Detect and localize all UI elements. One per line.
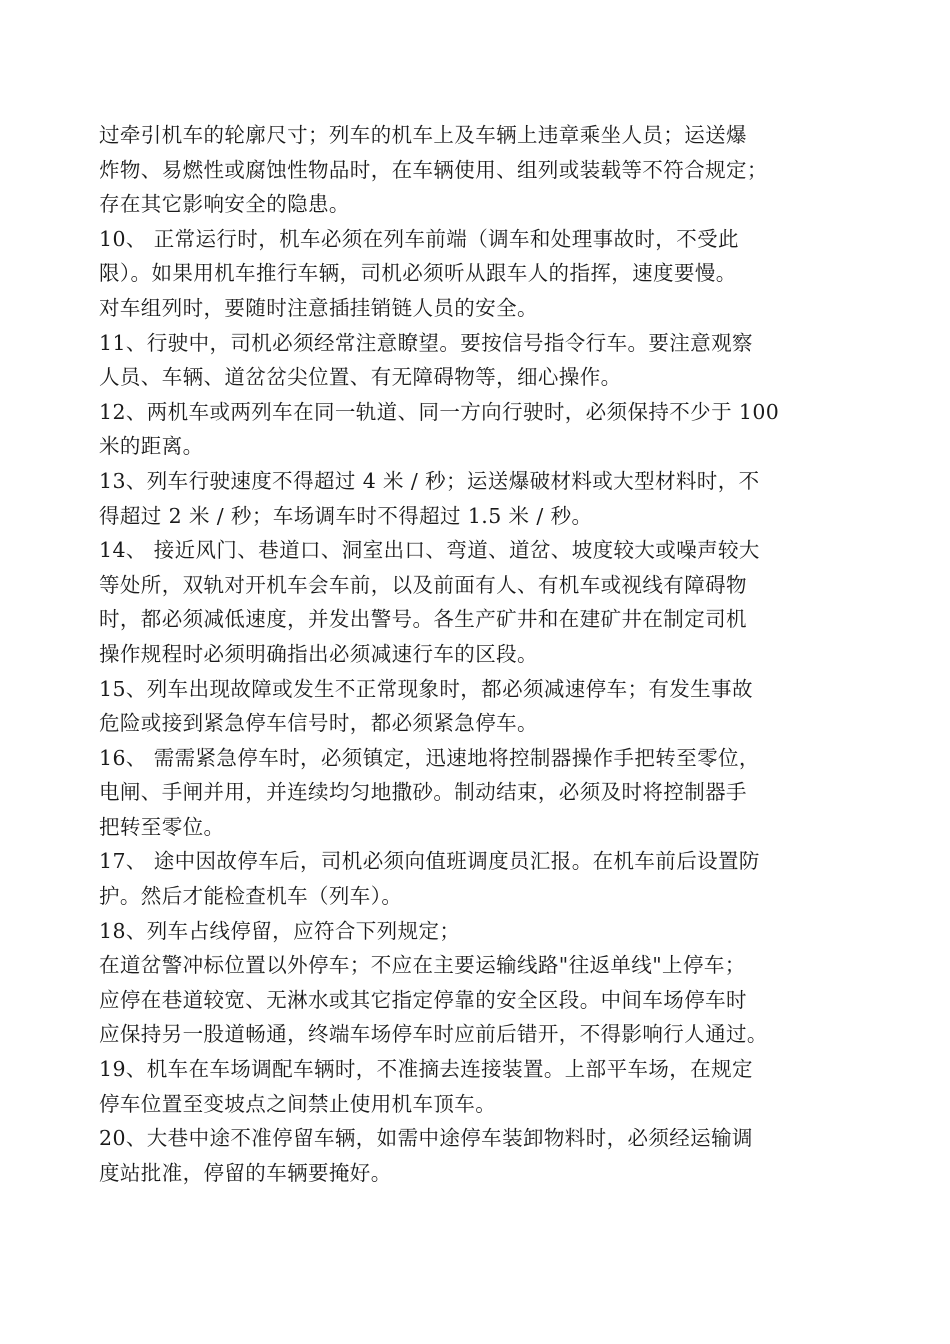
- text-line: 过牵引机车的轮廓尺寸；列车的机车上及车辆上违章乘坐人员；运送爆: [99, 123, 747, 147]
- text-line: 存在其它影响安全的隐患。: [99, 192, 350, 217]
- text-line: 20、大巷中途不准停留车辆，如需中途停车装卸物料时，必须经运输调: [99, 1126, 753, 1151]
- text-line: 电闸、手闸并用，并连续均匀地撒砂。制动结束，必须及时将控制器手: [99, 780, 747, 805]
- text-line: 限）。如果用机车推行车辆，司机必须听从跟车人的指挥，速度要慢。: [99, 261, 737, 286]
- paragraph: [99, 914, 867, 949]
- text-line: 操作规程时必须明确指出必须减速行车的区段。: [99, 641, 538, 666]
- text-line: 18、列车占线停留，应符合下列规定；: [99, 918, 461, 943]
- text-line: 米的距离。: [99, 434, 204, 459]
- paragraph: [99, 533, 867, 671]
- text-line: 时，都必须减低速度，并发出警号。各生产矿井和在建矿井在制定司机: [99, 607, 747, 632]
- text-line: 14、 接近风门、巷道口、洞室出口、弯道、道岔、坡度较大或噪声较大: [99, 538, 760, 563]
- paragraph: [99, 948, 867, 1052]
- text-line: 炸物、易燃性或腐蚀性物品时，在车辆使用、组列或装载等不符合规定；: [99, 157, 768, 182]
- text-line: 把转至零位。: [99, 814, 225, 839]
- paragraph: [99, 222, 867, 326]
- text-line: 19、机车在车场调配车辆时，不准摘去连接装置。上部平车场，在规定: [99, 1057, 753, 1082]
- text-line: 11、行驶中，司机必须经常注意瞭望。要按信号指令行车。要注意观察: [99, 330, 753, 355]
- text-line: 对车组列时，要随时注意插挂销链人员的安全。: [99, 295, 538, 320]
- paragraph: [99, 395, 867, 464]
- text-line: 13、列车行驶速度不得超过 4 米 / 秒；运送爆破材料或大型材料时，不: [99, 468, 760, 493]
- text-line: 度站批准，停留的车辆要掩好。: [99, 1160, 392, 1185]
- text-line: 在道岔警冲标位置以外停车；不应在主要运输线路"往返单线"上停车；: [99, 953, 746, 978]
- text-line: 10、 正常运行时，机车必须在列车前端（调车和处理事故时，不受此: [99, 226, 739, 251]
- text-line: 人员、车辆、道岔岔尖位置、有无障碍物等，细心操作。: [99, 365, 622, 390]
- paragraph: [99, 741, 867, 845]
- paragraph: [99, 118, 867, 222]
- text-line: 停车位置至变坡点之间禁止使用机车顶车。: [99, 1091, 497, 1116]
- text-line: 12、两机车或两列车在同一轨道、同一方向行驶时，必须保持不少于 100: [99, 399, 780, 424]
- paragraph: [99, 326, 867, 395]
- text-line: 16、 需需紧急停车时，必须镇定，迅速地将控制器操作手把转至零位，: [99, 745, 760, 770]
- text-line: 得超过 2 米 / 秒；车场调车时不得超过 1.5 米 / 秒。: [99, 503, 593, 528]
- paragraph: [99, 464, 867, 533]
- paragraph: [99, 1052, 867, 1121]
- paragraph: [99, 1121, 867, 1190]
- text-line: 15、列车出现故障或发生不正常现象时，都必须减速停车；有发生事故: [99, 676, 753, 701]
- text-line: 17、 途中因故停车后，司机必须向值班调度员汇报。在机车前后设置防: [99, 849, 760, 874]
- paragraph: [99, 672, 867, 741]
- text-line: 应保持另一股道畅通，终端车场停车时应前后错开，不得影响行人通过。: [99, 1022, 768, 1047]
- text-line: 应停在巷道较宽、无淋水或其它指定停靠的安全区段。中间车场停车时: [99, 987, 747, 1012]
- paragraph: [99, 844, 867, 913]
- text-line: 等处所，双轨对开机车会车前，以及前面有人、有机车或视线有障碍物: [99, 572, 747, 597]
- document-body: [99, 118, 867, 1190]
- text-line: 危险或接到紧急停车信号时，都必须紧急停车。: [99, 711, 538, 736]
- text-line: 护。然后才能检查机车（列车）。: [99, 884, 403, 909]
